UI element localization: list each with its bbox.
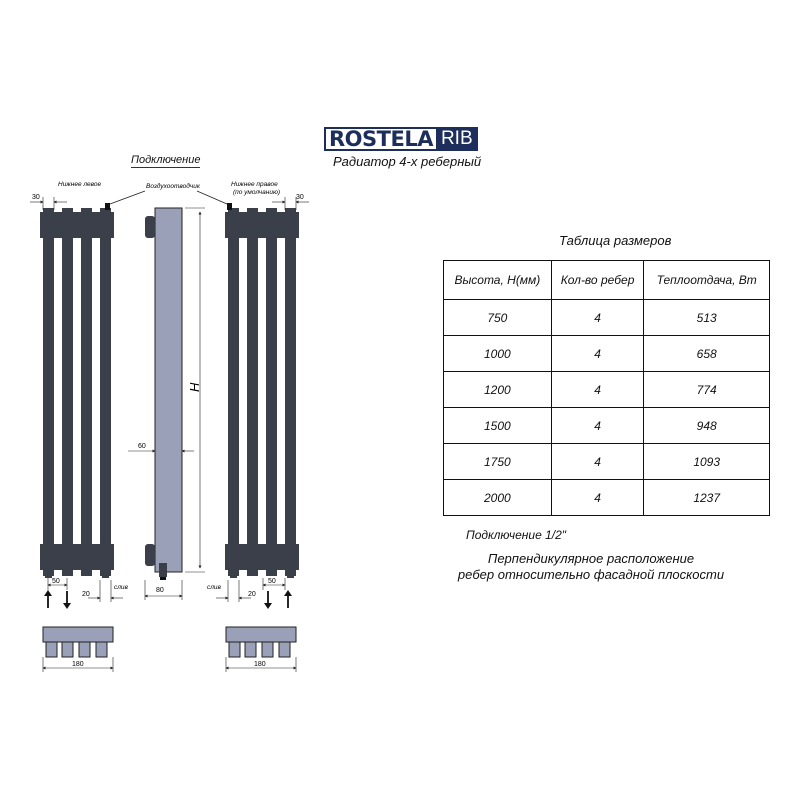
dim-right-20: 20 xyxy=(248,591,256,598)
cell-fins: 4 xyxy=(551,372,644,408)
dim-right-180: 180 xyxy=(254,661,266,668)
left-fin-4 xyxy=(100,208,111,576)
dim-left-180: 180 xyxy=(72,661,84,668)
cell-heat-output: 948 xyxy=(644,408,770,444)
dim-bottom-80: 80 xyxy=(156,587,164,594)
left-inlet-pipe xyxy=(45,572,52,578)
left-fin-2 xyxy=(62,208,73,576)
cell-height: 1200 xyxy=(444,372,552,408)
column-header-heat-output: Теплоотдача, Вт xyxy=(644,261,770,300)
dim-left-20: 20 xyxy=(82,591,90,598)
cell-fins: 4 xyxy=(551,444,644,480)
cell-height: 1500 xyxy=(444,408,552,444)
cell-heat-output: 1237 xyxy=(644,480,770,516)
right-inlet-pipe xyxy=(287,572,294,578)
label-drain-left: слив xyxy=(114,584,128,591)
right-fin-1 xyxy=(228,208,239,576)
orientation-note xyxy=(446,551,736,583)
left-flow-arrows xyxy=(44,590,71,609)
size-table xyxy=(443,260,770,516)
column-header-fins: Кол-во ребер xyxy=(551,261,644,300)
table-row xyxy=(444,480,770,516)
table-row xyxy=(444,372,770,408)
left-fin-1 xyxy=(43,208,54,576)
label-bottom-right-default: (по умолчанию) xyxy=(233,189,281,196)
cell-heat-output: 1093 xyxy=(644,444,770,480)
right-air-vent xyxy=(227,203,232,210)
label-bottom-left: Нижнее левое xyxy=(58,181,102,188)
column-header-height: Высота, Н(мм) xyxy=(444,261,552,300)
connection-note: Подключение 1/2" xyxy=(466,528,567,542)
cell-height: 750 xyxy=(444,300,552,336)
table-row xyxy=(444,444,770,480)
label-air-vent: Воздухоотводчик xyxy=(146,183,200,190)
brand-name: ROSTELA xyxy=(324,127,436,151)
orientation-note-line1: Перпендикулярное расположение xyxy=(487,551,695,566)
left-air-vent xyxy=(105,203,110,210)
cell-height: 2000 xyxy=(444,480,552,516)
right-fin-4 xyxy=(285,208,296,576)
table-header-row xyxy=(444,261,770,300)
right-plan-view xyxy=(226,627,296,672)
left-bottom-collector xyxy=(40,544,114,570)
right-fin-2 xyxy=(247,208,258,576)
right-fin-3 xyxy=(266,208,277,576)
table-row xyxy=(444,300,770,336)
dim-right-50: 50 xyxy=(268,578,276,585)
dim-top-left-30: 30 xyxy=(32,194,40,201)
left-drain-pipe xyxy=(102,572,109,578)
cell-fins: 4 xyxy=(551,480,644,516)
label-bottom-right: Нижнее правое xyxy=(231,181,278,188)
connection-title: Подключение xyxy=(131,154,201,166)
right-flow-arrows xyxy=(264,590,292,609)
orientation-note-line2: ребер относительно фасадной плоскости xyxy=(457,567,725,582)
cell-height: 1000 xyxy=(444,336,552,372)
right-drain-pipe xyxy=(230,572,237,578)
cell-heat-output: 513 xyxy=(644,300,770,336)
table-row xyxy=(444,336,770,372)
table-row xyxy=(444,408,770,444)
label-drain-right: слив xyxy=(207,584,221,591)
profile-body xyxy=(155,208,182,572)
cell-heat-output: 774 xyxy=(644,372,770,408)
dim-left-50: 50 xyxy=(52,578,60,585)
dim-top-right-30: 30 xyxy=(296,194,304,201)
cell-fins: 4 xyxy=(551,408,644,444)
left-plan-view xyxy=(43,627,113,672)
side-profile xyxy=(145,208,182,580)
dim-height: H xyxy=(187,382,202,392)
dim-side-60: 60 xyxy=(138,443,146,450)
cell-height: 1750 xyxy=(444,444,552,480)
profile-pipe xyxy=(159,563,167,577)
right-radiator xyxy=(225,203,299,578)
right-bottom-collector xyxy=(225,544,299,570)
right-top-collector xyxy=(225,212,299,238)
cell-fins: 4 xyxy=(551,300,644,336)
profile-top-bracket xyxy=(145,216,155,238)
profile-bottom-bracket xyxy=(145,544,155,566)
left-top-collector xyxy=(40,212,114,238)
cell-heat-output: 658 xyxy=(644,336,770,372)
left-radiator xyxy=(40,203,114,578)
cell-fins: 4 xyxy=(551,336,644,372)
product-subtitle: Радиатор 4-х реберный xyxy=(333,154,482,169)
brand-suffix: RIB xyxy=(436,127,478,151)
left-fin-3 xyxy=(81,208,92,576)
table-title: Таблица размеров xyxy=(559,233,672,248)
